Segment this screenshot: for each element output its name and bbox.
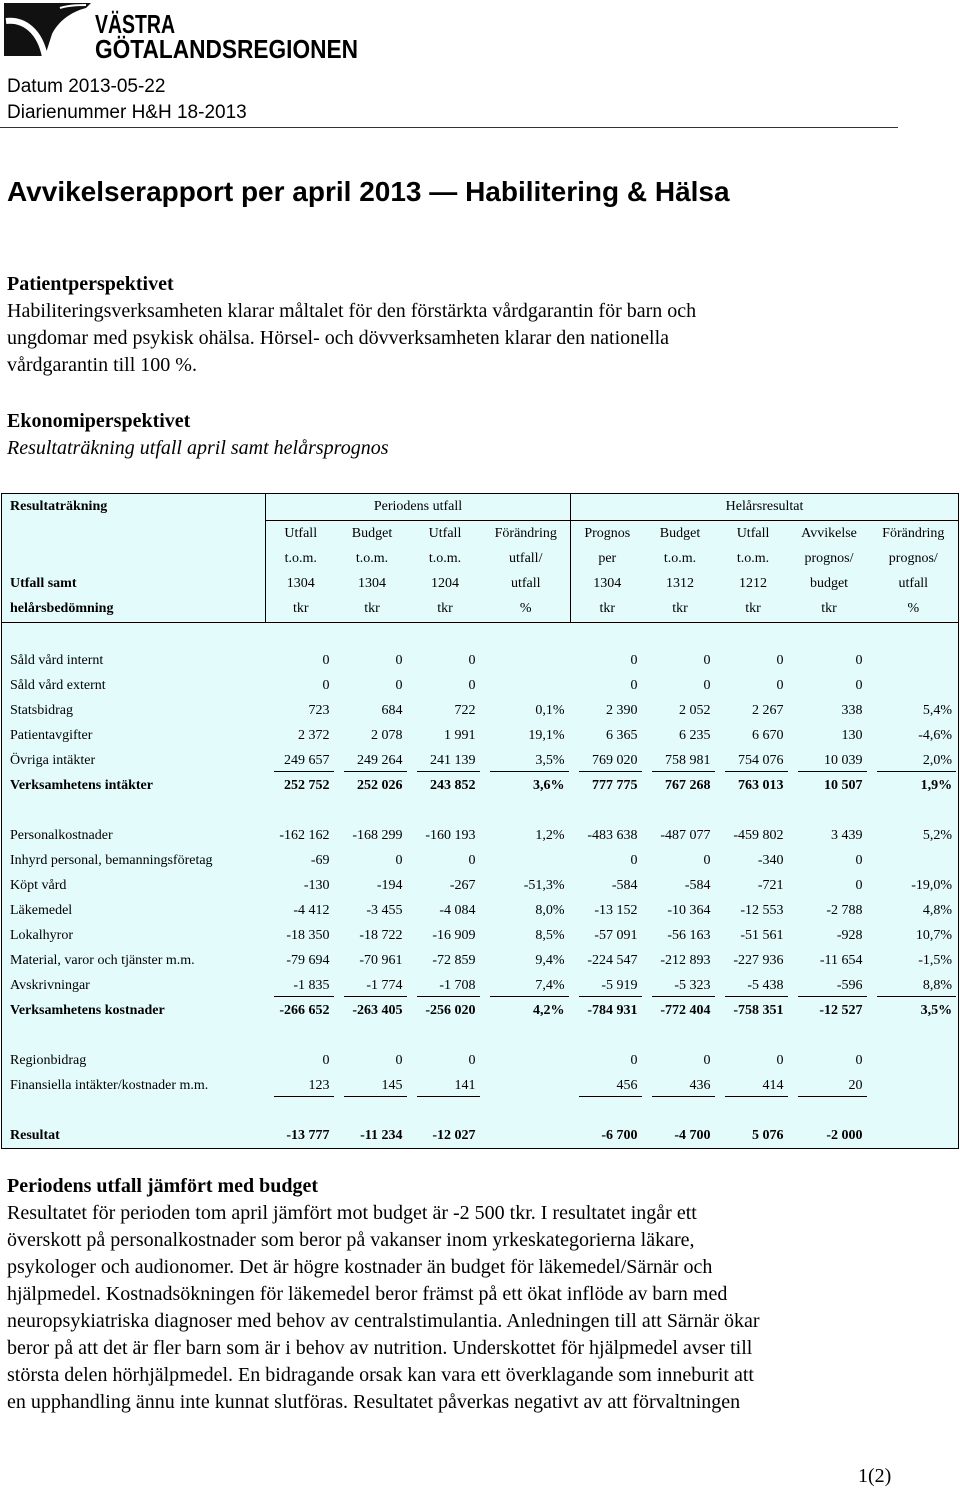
value-cell: 0 (855, 677, 863, 693)
value-cell: 141 (409, 1073, 482, 1098)
income-statement-table (1, 493, 959, 1149)
table-header (2, 494, 959, 623)
value-cell (869, 1048, 959, 1073)
value-cell: -2 788 (826, 902, 863, 918)
column-header: budget (809, 575, 849, 591)
value-cell: 338 (841, 702, 863, 718)
value-cell: -6 700 (601, 1127, 638, 1143)
value-cell: 0 (703, 852, 711, 868)
value-cell: -69 (310, 852, 330, 868)
table-row (2, 698, 959, 723)
value-cell: 8,5% (535, 927, 565, 943)
value-cell: 414 (717, 1073, 790, 1098)
value-cell (482, 673, 571, 698)
group-header-year: Helårsresultat (571, 494, 959, 521)
value-cell: -928 (836, 927, 863, 943)
column-header: Utfall (428, 525, 462, 541)
header-row-label (2, 521, 266, 547)
value-cell: 252 026 (357, 777, 403, 793)
column-header: tkr (336, 596, 409, 623)
value-cell: 10,7% (915, 927, 953, 943)
value-cell: 1 991 (444, 727, 476, 743)
spacer-cell (2, 1098, 959, 1123)
value-cell: -72 859 (432, 952, 476, 968)
value-cell: -4 700 (674, 1127, 711, 1143)
value-cell: 769 020 (571, 748, 644, 773)
value-cell: 0 (703, 1052, 711, 1068)
paragraph-line: Resultatet för perioden tom april jämfört mot budget är -2 500 tkr. I resultatet ingår ett (7, 1202, 697, 1224)
paragraph-line: beror på att det är fler barn som är i behov av nutrition. Underskottet för hjälpmedel avser till (7, 1337, 753, 1359)
total-row (2, 1123, 959, 1149)
value-cell: 6 365 (606, 727, 638, 743)
value-cell: -5 438 (717, 973, 790, 998)
value-cell: 2 390 (606, 702, 638, 718)
table-row (2, 748, 959, 773)
value-cell: 0 (322, 677, 330, 693)
column-header: 1212 (739, 575, 768, 591)
value-cell: 249 264 (336, 748, 409, 773)
patient-section (7, 271, 696, 379)
economy-heading: Ekonomiperspektivet (7, 410, 191, 432)
header-row (2, 546, 959, 571)
row-label: Statsbidrag (10, 702, 73, 718)
spacer-row (2, 623, 959, 649)
value-cell: 758 981 (644, 748, 717, 773)
value-cell (869, 1073, 959, 1098)
value-cell: -56 163 (667, 927, 711, 943)
header-row-label: helårsbedömning (2, 596, 266, 623)
page-number: 1(2) (858, 1465, 892, 1487)
value-cell: -584 (684, 877, 711, 893)
value-cell: 243 852 (430, 777, 476, 793)
column-header: t.o.m. (266, 546, 336, 571)
value-cell: 0 (776, 1052, 784, 1068)
table-row (2, 823, 959, 848)
header-row (2, 571, 959, 596)
paragraph-line: Habiliteringsverksamheten klarar måltalet för den förstärkta vårdgarantin för barn och (7, 300, 697, 322)
value-cell: -721 (757, 877, 784, 893)
row-label: Patientavgifter (10, 727, 93, 743)
region-logo (0, 0, 365, 62)
column-header: tkr (266, 596, 336, 623)
table-row (2, 873, 959, 898)
paragraph-line: överskott på personalkostnader som beror på vakanser inom yrkeskategorierna läkare, (7, 1229, 695, 1251)
value-cell: 3 439 (831, 827, 863, 843)
value-cell: -12 527 (819, 1002, 863, 1018)
value-cell (869, 648, 959, 673)
value-cell: 2 372 (298, 727, 330, 743)
value-cell: -57 091 (594, 927, 638, 943)
value-cell: -584 (611, 877, 638, 893)
row-label: Verksamhetens kostnader (10, 1002, 165, 1018)
column-header: tkr (717, 596, 790, 623)
table-body (2, 623, 959, 1149)
header-row (2, 494, 959, 521)
column-header: % (869, 596, 959, 623)
table-row (2, 923, 959, 948)
value-cell: -487 077 (660, 827, 711, 843)
value-cell: 123 (266, 1073, 336, 1098)
row-label: Såld vård externt (10, 677, 106, 693)
value-cell: 0 (468, 652, 476, 668)
column-header: Förändring (882, 525, 945, 541)
column-header: 1304 (571, 571, 644, 596)
column-header: 1204 (431, 575, 459, 591)
value-cell: 2 052 (679, 702, 711, 718)
value-cell: -212 893 (660, 952, 711, 968)
value-cell: 0 (468, 677, 476, 693)
paragraph-line: största delen hörhjälpmedel. En bidragande orsak kan vara ett överklagande som inneburit att (7, 1364, 754, 1386)
value-cell: 2 267 (752, 702, 784, 718)
paragraph-line: neuropsykiatriska diagnoser med behov av centralstimulantia. Anledningen till att Särnär ökar (7, 1310, 760, 1332)
economy-section (7, 408, 389, 462)
value-cell: 684 (381, 702, 403, 718)
value-cell: -4,6% (918, 727, 953, 743)
value-cell: 249 657 (266, 748, 336, 773)
table-row (2, 1048, 959, 1073)
column-header: tkr (571, 596, 644, 623)
value-cell: -263 405 (352, 1002, 403, 1018)
spacer-row (2, 798, 959, 823)
table-row (2, 648, 959, 673)
value-cell: 0 (630, 652, 638, 668)
diary-number: Diarienummer H&H 18-2013 (7, 102, 247, 123)
header-row-label (2, 546, 266, 571)
document-meta (7, 74, 247, 126)
value-cell: -256 020 (425, 1002, 476, 1018)
column-header: Avvikelse (801, 525, 857, 541)
column-header: 1304 (266, 571, 336, 596)
table-corner-label: Resultaträkning (10, 499, 108, 515)
value-cell: -162 162 (279, 827, 330, 843)
value-cell: 763 013 (738, 777, 784, 793)
column-header: prognos/ (888, 550, 938, 566)
column-header: per (571, 546, 644, 571)
value-cell: -3 455 (366, 902, 403, 918)
column-header: tkr (409, 596, 482, 623)
value-cell (869, 673, 959, 698)
row-label: Köpt vård (10, 877, 67, 893)
paragraph-line: ungdomar med psykisk ohälsa. Hörsel- och dövverksamheten klarar den nationella (7, 327, 670, 349)
value-cell: 3,5% (920, 1002, 953, 1018)
table-row (2, 948, 959, 973)
economy-subheading: Resultaträkning utfall april samt helårsprognos (7, 437, 389, 459)
value-cell: 10 039 (790, 748, 869, 773)
budget-heading: Periodens utfall jämfört med budget (7, 1175, 319, 1197)
value-cell: 0 (395, 852, 403, 868)
value-cell: 0 (703, 652, 711, 668)
value-cell: 0 (703, 677, 711, 693)
table-row (2, 723, 959, 748)
value-cell: 0 (468, 852, 476, 868)
value-cell: -70 961 (359, 952, 403, 968)
row-label: Övriga intäkter (10, 752, 96, 768)
value-cell: -1 708 (409, 973, 482, 998)
spacer-row (2, 1098, 959, 1123)
value-cell (869, 1123, 959, 1149)
document-date: Datum 2013-05-22 (7, 76, 166, 97)
value-cell: 145 (336, 1073, 409, 1098)
column-header: Budget (659, 525, 701, 541)
value-cell: -4 412 (293, 902, 330, 918)
value-cell: -224 547 (587, 952, 638, 968)
value-cell: 0 (855, 877, 863, 893)
value-cell: -168 299 (352, 827, 403, 843)
column-header: utfall (898, 575, 929, 591)
paragraph-line: en upphandling ännu inte kunnat slutföras. Resultatet påverkas negativt av att förvaltningen (7, 1391, 741, 1413)
row-label: Lokalhyror (10, 927, 73, 943)
value-cell: 5 076 (752, 1127, 784, 1143)
value-cell: -130 (303, 877, 330, 893)
column-header: Prognos (571, 521, 644, 547)
total-row (2, 773, 959, 798)
value-cell: -51 561 (740, 927, 784, 943)
value-cell: 20 (790, 1073, 869, 1098)
value-cell: -12 553 (740, 902, 784, 918)
value-cell: -5 919 (571, 973, 644, 998)
value-cell: -10 364 (667, 902, 711, 918)
value-cell (482, 848, 571, 873)
value-cell: -784 931 (587, 1002, 638, 1018)
value-cell: -19,0% (911, 877, 953, 893)
value-cell: -11 234 (360, 1127, 403, 1143)
paragraph-line: psykologer och audionomer. Det är högre kostnader än budget för läkemedel/Särnär och (7, 1256, 713, 1278)
logo-text-line2: GÖTALANDSREGIONEN (95, 34, 358, 64)
value-cell: 130 (841, 727, 863, 743)
row-label: Personalkostnader (10, 827, 113, 843)
column-header: t.o.m. (428, 550, 462, 566)
value-cell: 456 (571, 1073, 644, 1098)
value-cell (482, 1123, 571, 1149)
paragraph-line: hjälpmedel. Kostnadsökningen för läkemedel beror främst på ett ökat inflöde av barn med (7, 1283, 728, 1305)
value-cell: -596 (790, 973, 869, 998)
row-label: Inhyrd personal, bemanningsföretag (10, 852, 213, 868)
value-cell: 4,8% (922, 902, 953, 918)
header-row (2, 596, 959, 623)
value-cell: 0 (322, 652, 330, 668)
value-cell: -459 802 (733, 827, 784, 843)
value-cell: 7,4% (482, 973, 571, 998)
column-header: tkr (644, 596, 717, 623)
row-label: Verksamhetens intäkter (10, 777, 153, 793)
value-cell: 0 (630, 1052, 638, 1068)
budget-comparison-section (7, 1173, 760, 1416)
column-header: t.o.m. (355, 550, 389, 566)
value-cell: -340 (757, 852, 784, 868)
value-cell (482, 1073, 571, 1098)
column-header: 1312 (666, 575, 695, 591)
value-cell: -483 638 (587, 827, 638, 843)
value-cell: -12 027 (432, 1127, 476, 1143)
value-cell: -227 936 (733, 952, 784, 968)
value-cell: 0 (776, 677, 784, 693)
paragraph-line: vårdgarantin till 100 %. (7, 354, 197, 376)
value-cell: -13 152 (594, 902, 638, 918)
value-cell: 3,6% (533, 777, 565, 793)
value-cell: -51,3% (523, 877, 565, 893)
value-cell: 754 076 (717, 748, 790, 773)
patient-heading: Patientperspektivet (7, 273, 174, 295)
value-cell: 1,2% (535, 827, 565, 843)
table-row (2, 973, 959, 998)
value-cell: -267 (449, 877, 476, 893)
value-cell: 0 (322, 1052, 330, 1068)
logo-symbol-icon (4, 3, 91, 57)
value-cell: -16 909 (432, 927, 476, 943)
value-cell: 767 268 (665, 777, 711, 793)
column-header: 1304 (358, 575, 386, 591)
table-row (2, 673, 959, 698)
header-divider (0, 127, 898, 128)
row-label: Finansiella intäkter/kostnader m.m. (10, 1077, 209, 1093)
column-header: t.o.m. (663, 550, 697, 566)
value-cell: -5 323 (644, 973, 717, 998)
column-header: Utfall (736, 525, 770, 541)
value-cell: 2 078 (371, 727, 403, 743)
page-title: Avvikelserapport per april 2013 — Habilitering & Hälsa (7, 176, 730, 207)
value-cell: 0 (395, 1052, 403, 1068)
value-cell: 723 (308, 702, 330, 718)
value-cell: -4 084 (439, 902, 476, 918)
value-cell: 0,1% (535, 702, 565, 718)
header-row-label: Utfall samt (10, 575, 77, 591)
value-cell (482, 1048, 571, 1073)
value-cell: 0 (630, 677, 638, 693)
value-cell: 0 (855, 652, 863, 668)
row-label: Regionbidrag (10, 1052, 87, 1068)
value-cell: -758 351 (733, 1002, 784, 1018)
value-cell: 4,2% (533, 1002, 565, 1018)
row-label: Läkemedel (10, 902, 73, 918)
value-cell: -1 835 (266, 973, 336, 998)
table-row (2, 898, 959, 923)
column-header: utfall/ (509, 550, 543, 566)
value-cell: -772 404 (660, 1002, 711, 1018)
logo-text-line1: VÄSTRA (95, 9, 176, 39)
value-cell: 3,5% (482, 748, 571, 773)
value-cell: -11 654 (819, 952, 863, 968)
value-cell: -194 (376, 877, 403, 893)
table-row (2, 848, 959, 873)
value-cell (482, 648, 571, 673)
value-cell: 6 235 (679, 727, 711, 743)
column-header: t.o.m. (736, 550, 770, 566)
value-cell: 0 (855, 1052, 863, 1068)
row-label: Avskrivningar (10, 977, 90, 993)
value-cell: 0 (468, 1052, 476, 1068)
row-label: Resultat (10, 1127, 60, 1143)
group-header-period: Periodens utfall (266, 494, 571, 521)
value-cell: 6 670 (752, 727, 784, 743)
value-cell: 5,4% (922, 702, 953, 718)
table-row (2, 1073, 959, 1098)
value-cell: 0 (395, 652, 403, 668)
spacer-cell (2, 798, 959, 823)
spacer-row (2, 1023, 959, 1048)
value-cell: 0 (395, 677, 403, 693)
value-cell: 8,8% (869, 973, 959, 998)
row-label: Såld vård internt (10, 652, 104, 668)
value-cell: 0 (855, 852, 863, 868)
value-cell: 2,0% (869, 748, 959, 773)
value-cell: -79 694 (286, 952, 330, 968)
column-header: Utfall (266, 521, 336, 547)
value-cell: 5,2% (922, 827, 953, 843)
value-cell: 436 (644, 1073, 717, 1098)
value-cell: -160 193 (425, 827, 476, 843)
value-cell: 19,1% (528, 727, 565, 743)
value-cell: 10 507 (824, 777, 863, 793)
header-row (2, 521, 959, 547)
column-header: Budget (351, 525, 393, 541)
value-cell: 241 139 (409, 748, 482, 773)
value-cell: -18 350 (286, 927, 330, 943)
column-header: % (482, 596, 571, 623)
spacer-cell (2, 623, 959, 649)
value-cell (869, 848, 959, 873)
column-header: utfall (510, 575, 541, 591)
value-cell: 722 (454, 702, 476, 718)
spacer-cell (2, 1023, 959, 1048)
value-cell: -13 777 (286, 1127, 330, 1143)
value-cell: 9,4% (535, 952, 565, 968)
column-header: Förändring (494, 525, 557, 541)
value-cell: 1,9% (920, 777, 953, 793)
value-cell: 252 752 (284, 777, 330, 793)
total-row (2, 998, 959, 1023)
row-label: Material, varor och tjänster m.m. (10, 952, 195, 968)
value-cell: 0 (776, 652, 784, 668)
value-cell: -266 652 (279, 1002, 330, 1018)
value-cell: -18 722 (359, 927, 403, 943)
value-cell: -2 000 (826, 1127, 863, 1143)
value-cell: 8,0% (535, 902, 565, 918)
column-header: prognos/ (804, 550, 854, 566)
value-cell: -1,5% (918, 952, 953, 968)
value-cell: 777 775 (592, 777, 638, 793)
column-header: tkr (790, 596, 869, 623)
value-cell: -1 774 (336, 973, 409, 998)
value-cell: 0 (630, 852, 638, 868)
